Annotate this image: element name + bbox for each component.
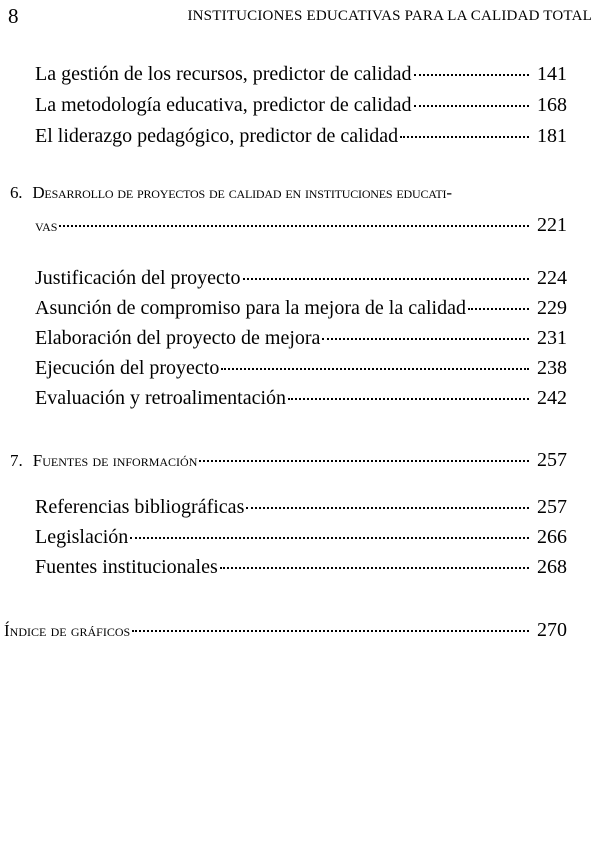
toc-entry-label: Ejecución del proyecto [35,357,220,379]
toc-entry[interactable] [35,89,567,117]
toc-entry[interactable] [35,491,567,519]
index-title: Índice de gráficos [4,621,131,640]
dot-leader [246,487,529,509]
chapter-7-heading[interactable] [10,448,567,472]
toc-entry[interactable] [35,382,567,410]
toc-entry-label: La gestión de los recursos, predictor de calidad [35,63,412,85]
dot-leader [130,517,529,539]
index-page: 270 [537,619,567,641]
chapter-page: 221 [537,214,567,236]
toc-entry-page: 238 [537,357,567,379]
toc-entry-label: Legislación [35,526,129,548]
toc-entry-page: 242 [537,387,567,409]
toc-entry-label: La metodología educativa, predictor de calidad [35,94,412,116]
toc-entry-page: 168 [537,94,567,116]
chapter-number: 6. [10,183,23,202]
chapter-6-heading[interactable] [10,183,452,203]
toc-entry-page: 231 [537,327,567,349]
dot-leader [414,85,529,107]
toc-entry[interactable] [35,120,567,148]
index-of-graphics[interactable] [4,618,567,642]
toc-entry-label: Asunción de compromiso para la mejora de la calidad [35,297,466,319]
toc-entry-page: 268 [537,556,567,578]
chapter-title: Fuentes de información [32,451,198,470]
toc-entry-page: 266 [537,526,567,548]
toc-entry-page: 141 [537,63,567,85]
chapter-6-heading-cont[interactable] [35,213,567,237]
chapter-title-line2: vas [35,216,58,235]
toc-entry[interactable] [35,551,567,579]
toc-entry-label: El liderazgo pedagógico, predictor de calidad [35,125,399,147]
toc-entry[interactable] [35,292,567,320]
toc-entry-page: 224 [537,267,567,289]
dot-leader [400,116,529,138]
toc-entry-label: Elaboración del proyecto de mejora [35,327,321,349]
toc-entry-page: 229 [537,297,567,319]
dot-leader [322,318,529,340]
toc-entry[interactable] [35,322,567,350]
dot-leader [243,258,530,280]
toc-entry[interactable] [35,58,567,86]
dot-leader [288,378,529,400]
toc-entry[interactable] [35,352,567,380]
dot-leader [59,209,529,227]
chapter-number: 7. [10,451,23,470]
dot-leader [468,288,529,310]
dot-leader [132,614,529,632]
toc-entry-page: 181 [537,125,567,147]
running-title: INSTITUCIONES EDUCATIVAS PARA LA CALIDAD TOTAL [187,8,592,24]
dot-leader [199,444,529,462]
chapter-page: 257 [537,449,567,471]
toc-entry-label: Fuentes institucionales [35,556,218,578]
toc-entry[interactable] [35,521,567,549]
chapter-title-line1: Desarrollo de proyectos de calidad en instituciones educati- [32,183,452,202]
page-number: 8 [8,4,19,28]
dot-leader [221,348,529,370]
toc-entry-label: Justificación del proyecto [35,267,241,289]
dot-leader [414,54,529,76]
toc-entry-label: Referencias bibliográficas [35,496,245,518]
toc-entry-label: Evaluación y retroalimentación [35,387,287,409]
dot-leader [220,547,529,569]
page-header [8,4,592,28]
toc-entry[interactable] [35,262,567,290]
toc-entry-page: 257 [537,496,567,518]
